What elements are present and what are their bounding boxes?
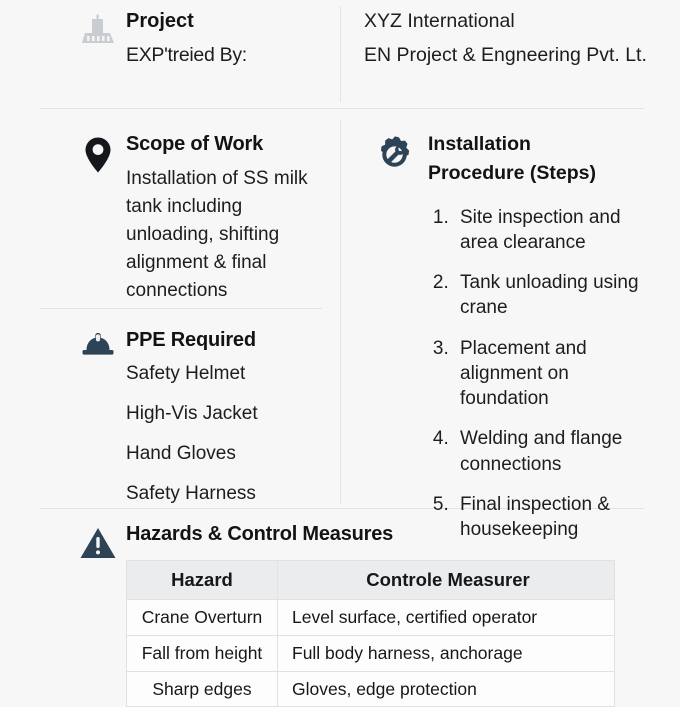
project-values (364, 8, 654, 69)
table-column-header-control-measure: Controle Measurer (278, 561, 615, 600)
procedure-step: 4. Welding and flange connections (454, 426, 662, 477)
location-pin-icon-slot (70, 132, 126, 306)
gear-wrench-icon-slot (362, 130, 428, 542)
executed-by-value: EN Project & Engneering Pvt. Lt. (364, 44, 647, 67)
procedure-title-line2: Procedure (Steps) (428, 162, 596, 185)
warning-triangle-icon (79, 526, 117, 560)
scope-of-work-section (70, 132, 332, 306)
installation-procedure-section (362, 130, 662, 542)
table-row (127, 671, 615, 707)
hard-hat-icon-slot (70, 328, 126, 503)
project-value: XYZ International (364, 10, 515, 32)
table-cell-hazard: Fall from height (127, 635, 278, 671)
hazards-title: Hazards & Control Measures (126, 523, 394, 545)
divider-middle (40, 308, 322, 309)
executed-by-label: EXP'treied By: (126, 44, 247, 66)
project-info-block (70, 8, 330, 68)
building-icon (81, 14, 115, 44)
table-row (127, 635, 615, 671)
ppe-body (126, 328, 332, 503)
project-values-body (364, 8, 654, 69)
procedure-step: 5. Final inspection & housekeeping (454, 492, 662, 543)
table-row (127, 600, 615, 636)
gear-wrench-icon (374, 134, 416, 176)
project-label: Project (126, 10, 194, 32)
table-cell-measure: Level surface, certified operator (278, 600, 615, 636)
scope-body (126, 132, 332, 306)
ppe-title: PPE Required (126, 329, 256, 351)
location-pin-icon (83, 136, 113, 174)
divider-vertical-top (340, 6, 341, 102)
hazards-table (126, 560, 615, 707)
procedure-step: 1. Site inspection and area clearance (454, 205, 662, 256)
ppe-item: Safety Helmet (126, 363, 246, 384)
table-header-row (127, 561, 615, 600)
procedure-step: 2. Tank unloading using crane (454, 270, 662, 321)
ppe-item: Safety Harness (126, 483, 256, 504)
scope-title: Scope of Work (126, 133, 264, 155)
ppe-required-section (70, 328, 332, 503)
table-cell-measure: Gloves, edge protection (278, 671, 615, 707)
hazards-body (126, 522, 640, 707)
ppe-item: Hand Gloves (126, 443, 236, 464)
procedure-body (428, 130, 662, 542)
procedure-title-line1: Installation (428, 133, 531, 155)
table-column-header-hazard: Hazard (127, 561, 278, 600)
table-cell-hazard: Sharp edges (127, 671, 278, 707)
ppe-item: High-Vis Jacket (126, 403, 258, 424)
table-cell-measure: Full body harness, anchorage (278, 635, 615, 671)
divider-top (40, 108, 644, 109)
project-labels (126, 8, 330, 68)
building-icon-slot (70, 8, 126, 68)
scope-text: Installation of SS milk tank including unloading, shifting alignment & final connections (126, 168, 308, 302)
table-cell-hazard: Crane Overturn (127, 600, 278, 636)
hard-hat-icon (81, 332, 115, 358)
procedure-steps-list (428, 205, 662, 543)
procedure-step: 3. Placement and alignment on foundation (454, 336, 662, 412)
ppe-items-list (126, 364, 332, 503)
divider-vertical-main (340, 120, 341, 504)
hazards-section (70, 522, 640, 707)
warning-triangle-icon-slot (70, 522, 126, 707)
